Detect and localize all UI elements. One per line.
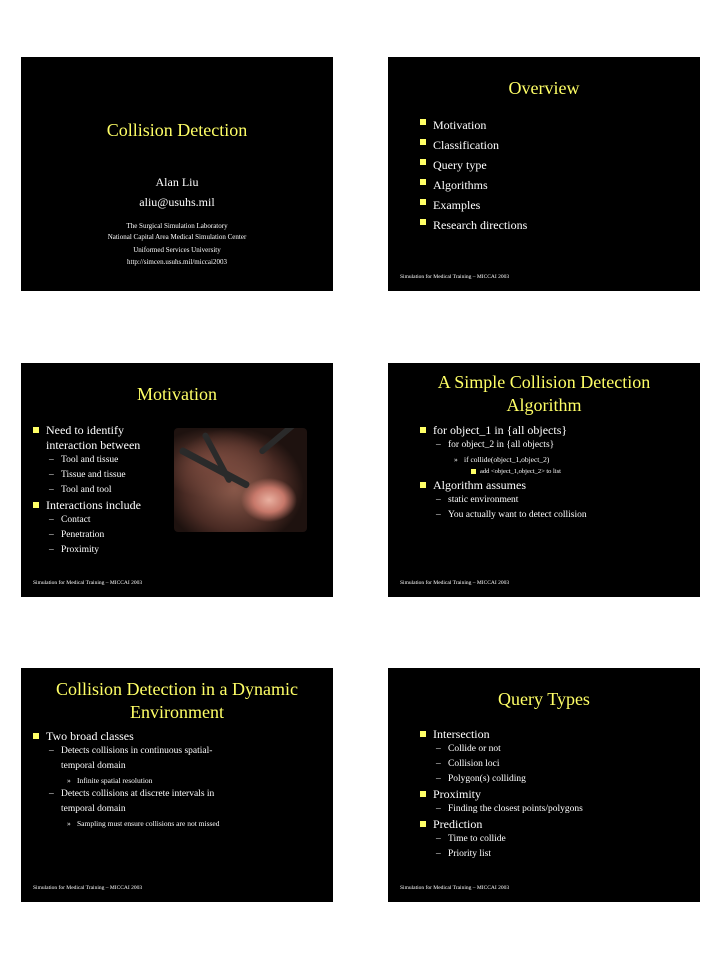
slide-footer: Simulation for Medical Training – MICCAI 2003 bbox=[400, 885, 510, 891]
list-item: Interactions include bbox=[33, 498, 141, 513]
slide-heading-line: Algorithm bbox=[506, 395, 582, 415]
list-item: – You actually want to detect collision bbox=[420, 508, 587, 523]
author-name: Alan Liu bbox=[155, 175, 199, 189]
slide-footer: Simulation for Medical Training – MICCAI 2003 bbox=[400, 580, 510, 586]
instrument-shaft bbox=[201, 432, 233, 484]
slide-overview bbox=[388, 57, 700, 291]
list-item: » Sampling must ensure collisions are not missed bbox=[33, 817, 220, 830]
org-university: Uniformed Services University bbox=[133, 246, 221, 254]
slide-title bbox=[21, 57, 333, 291]
slide-heading bbox=[388, 371, 700, 417]
list-item: Two broad classes bbox=[33, 729, 220, 744]
list-item-text: interaction between bbox=[46, 438, 141, 452]
list-item: Classification bbox=[420, 135, 527, 155]
list-item: – Time to collide bbox=[420, 832, 583, 847]
list-item: – Polygon(s) colliding bbox=[420, 772, 583, 787]
list-item: – Tissue and tissue bbox=[33, 468, 141, 483]
bullet-list bbox=[420, 423, 587, 523]
slide-title-heading: Collision Detection bbox=[106, 120, 248, 140]
list-item: Examples bbox=[420, 195, 527, 215]
list-item: » Infinite spatial resolution bbox=[33, 774, 220, 787]
bullet-list bbox=[420, 115, 527, 235]
list-item: Prediction bbox=[420, 817, 583, 832]
list-item: Proximity bbox=[420, 787, 583, 802]
org-lab: The Surgical Simulation Laboratory bbox=[126, 222, 228, 230]
org-center: National Capital Area Medical Simulation Center bbox=[107, 233, 247, 241]
list-item: – Detects collisions in continuous spatial- bbox=[33, 744, 220, 759]
list-item: – Detects collisions at discrete intervals in bbox=[33, 787, 220, 802]
surgical-photo bbox=[174, 428, 307, 532]
list-item: Algorithm assumes bbox=[420, 478, 587, 493]
slide-simple-algorithm bbox=[388, 363, 700, 597]
list-item: – Finding the closest points/polygons bbox=[420, 802, 583, 817]
list-item: – Penetration bbox=[33, 528, 141, 543]
slide-heading-line: Environment bbox=[130, 702, 224, 722]
slide-heading: Motivation bbox=[137, 384, 217, 404]
list-item: – Priority list bbox=[420, 847, 583, 862]
list-item: add <object_1,object_2> to list bbox=[420, 466, 587, 478]
bullet-list bbox=[33, 423, 141, 558]
slide-dynamic-environment bbox=[21, 668, 333, 902]
list-item: – for object_2 in {all objects} bbox=[420, 438, 587, 453]
list-item: – Collide or not bbox=[420, 742, 583, 757]
slide-footer: Simulation for Medical Training – MICCAI 2003 bbox=[33, 885, 143, 891]
list-item: – Tool and tissue bbox=[33, 453, 141, 468]
slide-footer: Simulation for Medical Training – MICCAI 2003 bbox=[400, 274, 510, 280]
bullet-list bbox=[33, 729, 220, 830]
list-item: for object_1 in {all objects} bbox=[420, 423, 587, 438]
slide-heading bbox=[21, 678, 333, 724]
list-item: Need to identify bbox=[33, 423, 141, 438]
list-item-text: temporal domain bbox=[61, 761, 126, 771]
list-item-continuation bbox=[33, 759, 220, 774]
list-item-text: temporal domain bbox=[61, 804, 126, 814]
slide-motivation bbox=[21, 363, 333, 597]
instrument-shaft bbox=[258, 428, 299, 455]
org-url: http://simcen.usuhs.mil/miccai2003 bbox=[127, 258, 227, 266]
slide-footer: Simulation for Medical Training – MICCAI 2003 bbox=[33, 580, 143, 586]
author-email: aliu@usuhs.mil bbox=[139, 195, 215, 209]
list-item: – Contact bbox=[33, 513, 141, 528]
list-item: – static environment bbox=[420, 493, 587, 508]
list-item: Intersection bbox=[420, 727, 583, 742]
list-item: Research directions bbox=[420, 215, 527, 235]
list-item: – Proximity bbox=[33, 543, 141, 558]
slide-heading: Query Types bbox=[498, 689, 590, 709]
list-item-continuation bbox=[33, 802, 220, 817]
list-item: – Tool and tool bbox=[33, 483, 141, 498]
slide-heading-line: A Simple Collision Detection bbox=[437, 372, 651, 392]
list-item: » if collide(object_1,object_2) bbox=[420, 453, 587, 466]
list-item: Query type bbox=[420, 155, 527, 175]
slide-query-types bbox=[388, 668, 700, 902]
bullet-list bbox=[420, 727, 583, 862]
list-item: Motivation bbox=[420, 115, 527, 135]
list-item: – Collision loci bbox=[420, 757, 583, 772]
slide-heading: Overview bbox=[508, 78, 580, 98]
list-item-continuation bbox=[33, 438, 141, 453]
slide-heading-line: Collision Detection in a Dynamic bbox=[56, 679, 298, 699]
list-item: Algorithms bbox=[420, 175, 527, 195]
